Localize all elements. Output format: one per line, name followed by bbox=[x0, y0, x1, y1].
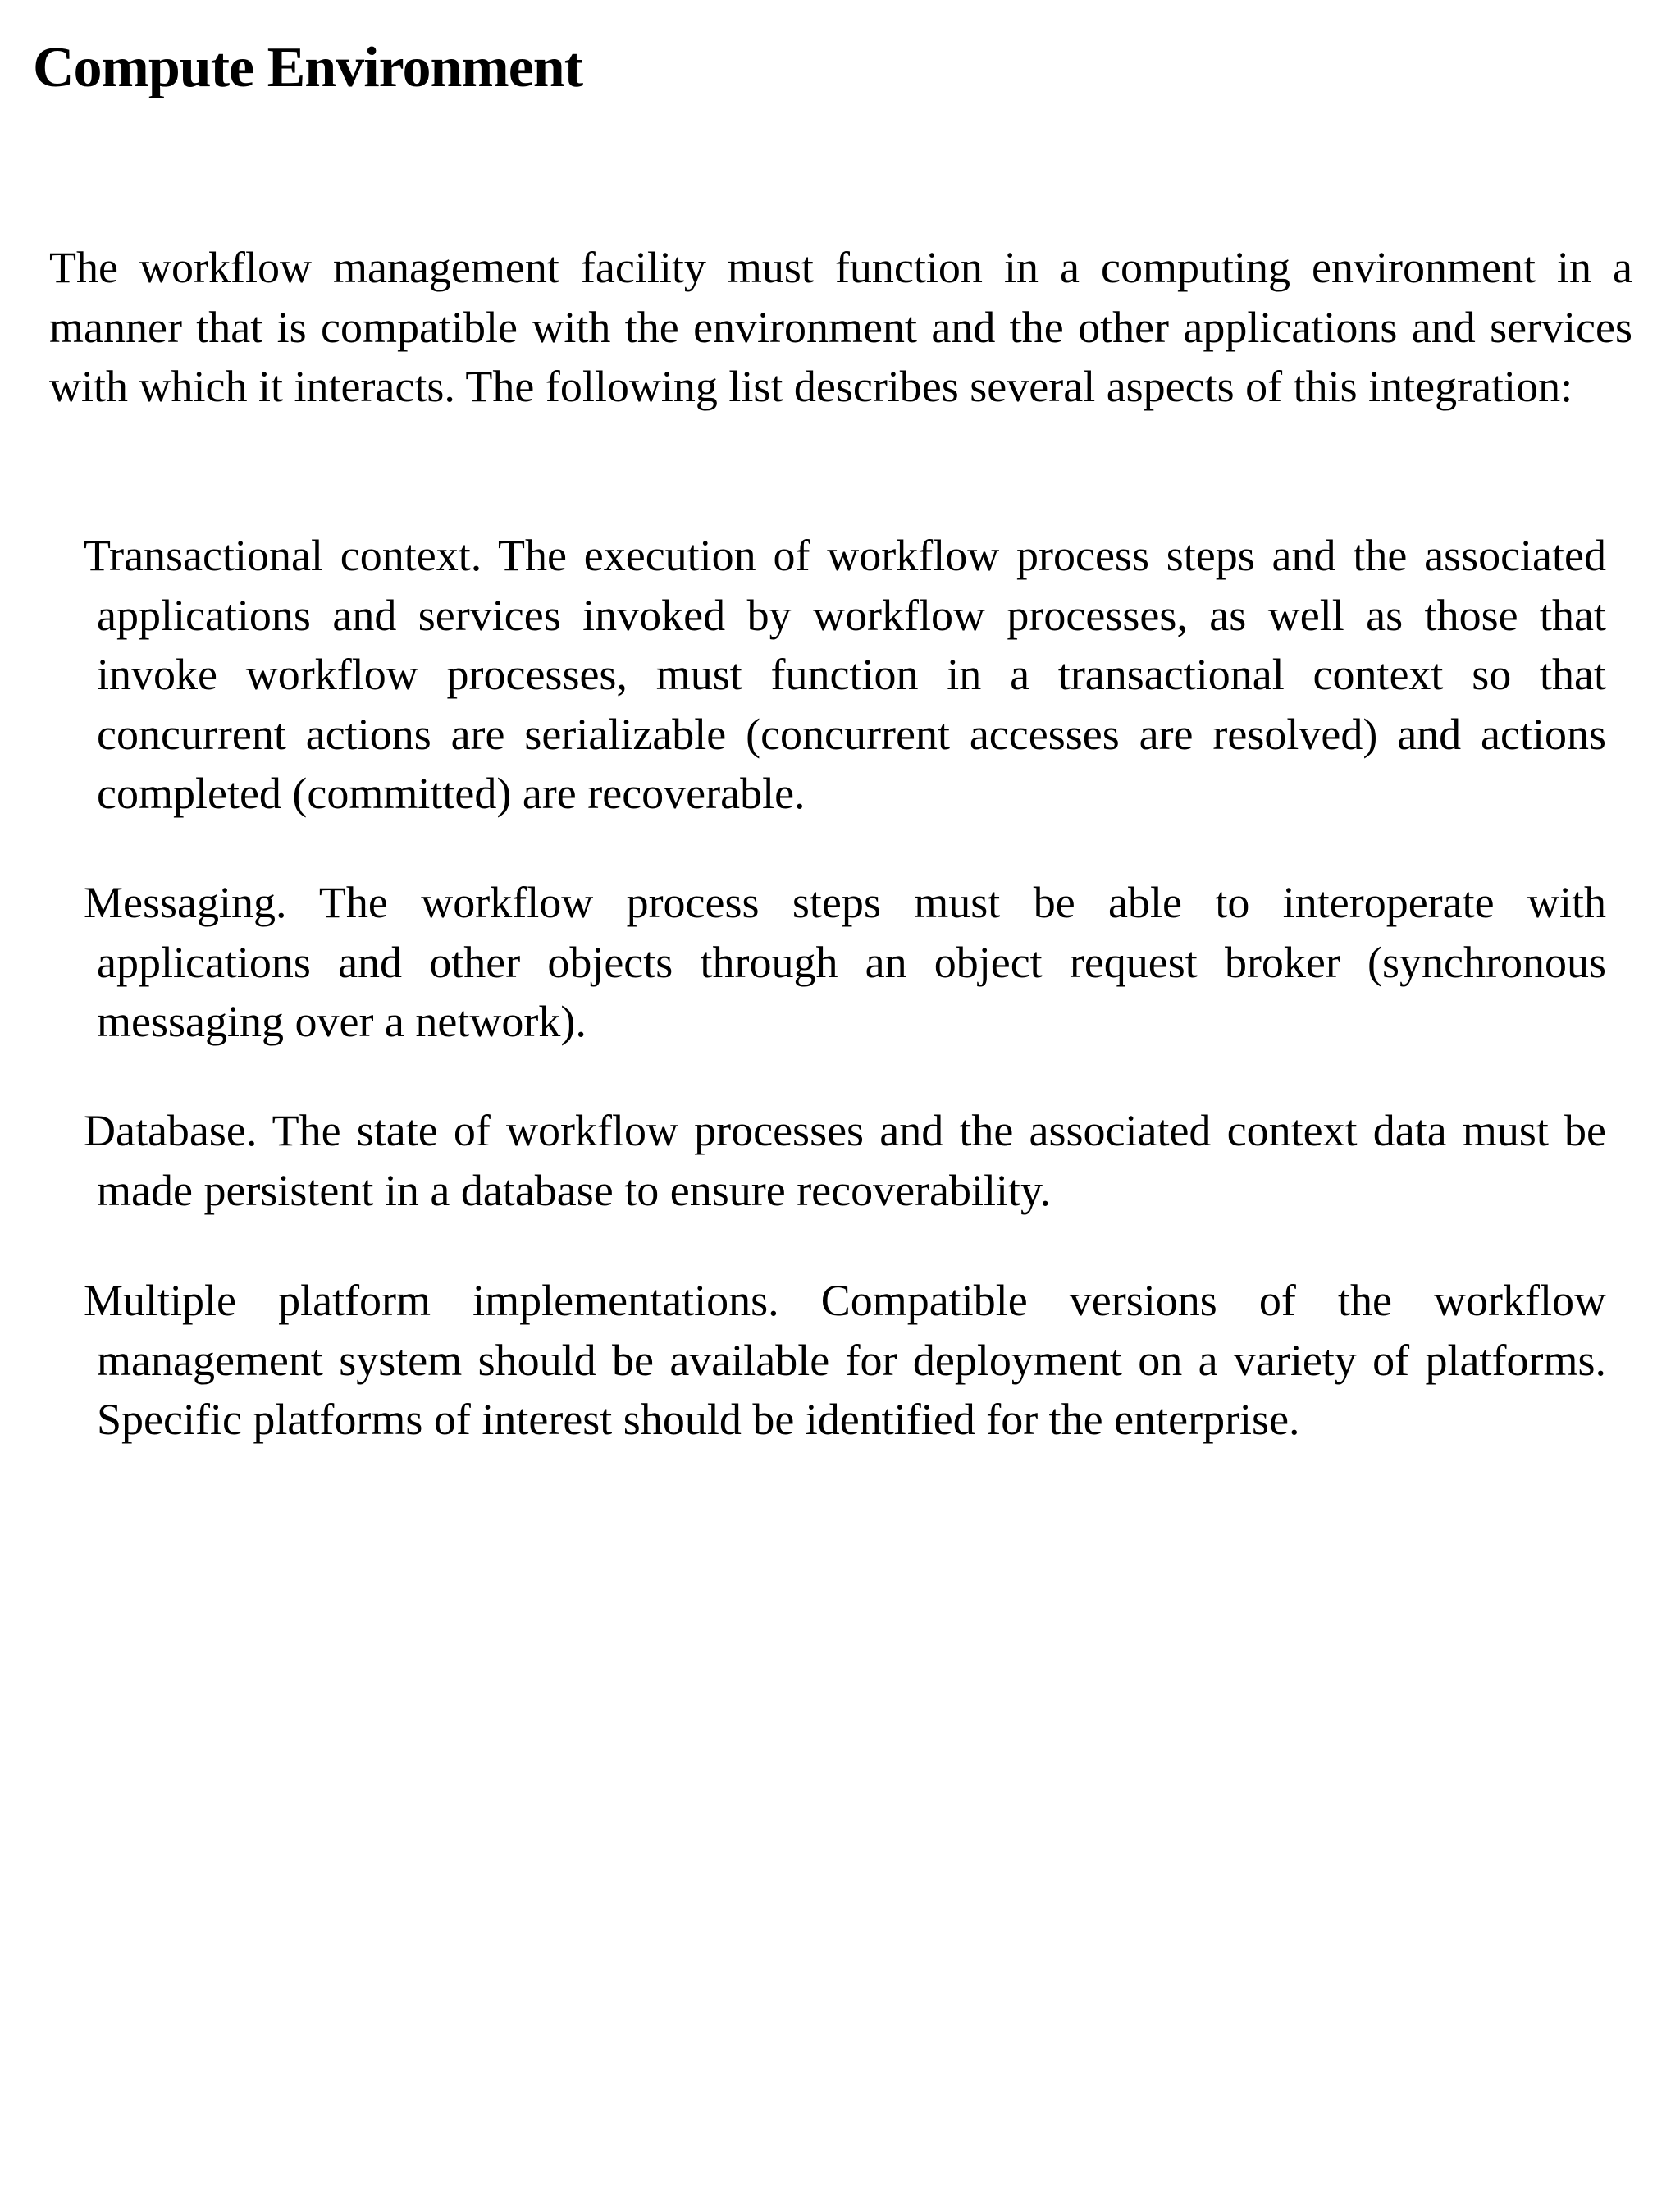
page-title: Compute Environment bbox=[33, 36, 583, 99]
list-item-transactional-context: Transactional context. The execution of workflow process steps and the associated applications and services invoked by workflow processes, as well as those that invoke workflow processes, must function in a transactional context so that concurrent actions are serializable (concurrent accesses are resolved) and actions completed (committed) are recoverable. bbox=[84, 531, 1606, 818]
list-item-messaging: Messaging. The workflow process steps must be able to interoperate with applications and other objects through an object request broker (synchronous messaging over a network). bbox=[84, 878, 1606, 1046]
list-item-multiple-platform-implementations: Multiple platform implementations. Compatible versions of the workflow management system should be available for deployment on a variety of platforms. Specific platforms of interest should be identified for the enterprise. bbox=[84, 1276, 1606, 1444]
intro-paragraph: The workflow management facility must function in a computing environment in a manner that is compatible with the environment and the other applications and services with which it interacts. The following list describes several aspects of this integration: bbox=[49, 243, 1632, 411]
list-item-database: Database. The state of workflow processes and the associated context data must be made persistent in a database to ensure recoverability. bbox=[84, 1106, 1606, 1215]
